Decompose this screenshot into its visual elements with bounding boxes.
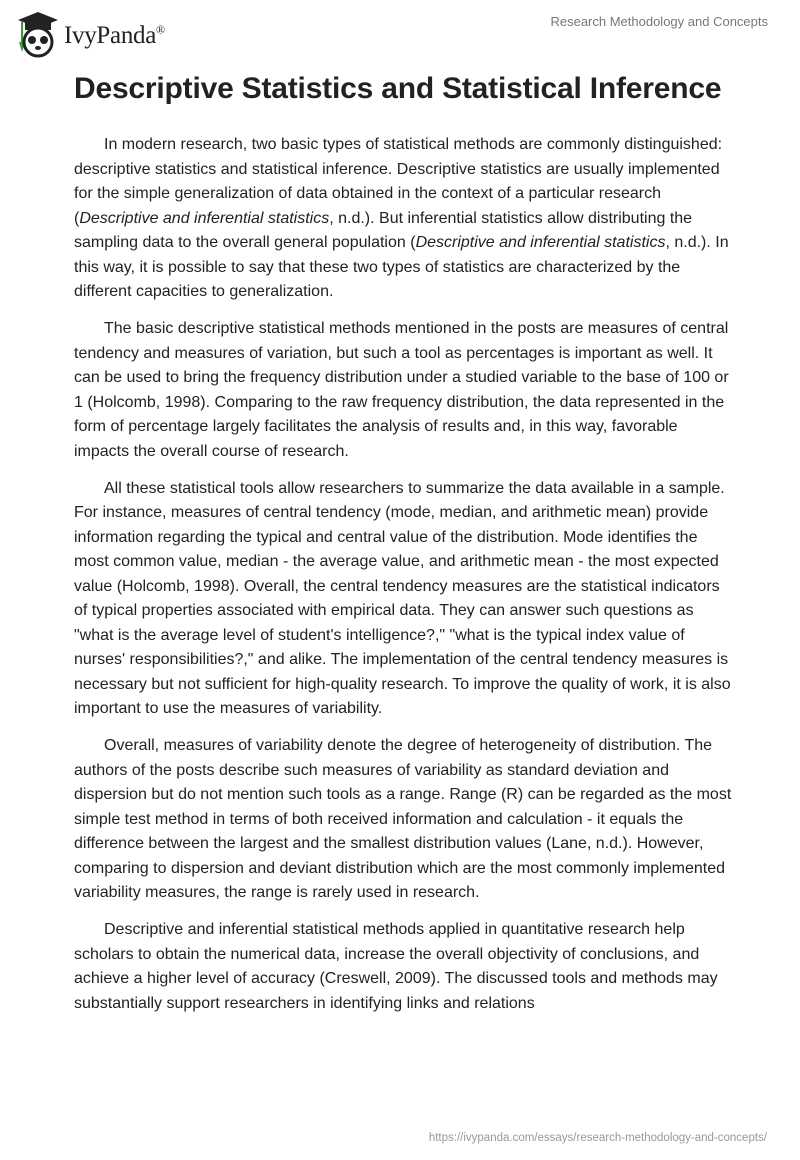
article-body: [74, 133, 732, 1029]
brand-name: IvyPanda: [64, 22, 157, 49]
paragraph: Descriptive and inferential statistical methods applied in quantitative research help scholars to obtain the numerical data, increase the overall objectivity of conclusions, and achieve a higher level of accuracy (Creswell, 2009). The discussed tools and methods may substantially support researchers in identifying links and relations: [74, 921, 718, 1012]
citation-title: Descriptive and inferential statistics: [415, 234, 666, 251]
text-segment: , n.d.). But inferential statistics allow distributing the sampling data to the overall general population (: [74, 209, 693, 251]
document-category: Research Methodology and Concepts: [550, 14, 768, 29]
paragraph: The basic descriptive statistical methods mentioned in the posts are measures of central tendency and measures of variation, but such a tool as percentages is important as well. It can be used to bring the frequency distribution under a studied variable to the base of 100 or 1 (Holcomb, 1998). Comparing to the raw frequency distribution, the data represented in the form of percentage largely facilitates the analysis of results and, in this way, favorable impacts the overall course of research.: [74, 320, 729, 460]
paragraph: All these statistical tools allow researchers to summarize the data available in a sample. For instance, measures of central tendency (mode, median, and arithmetic mean) provide information regarding the typical and central value of the distribution. Mode identifies the most common value, median - the average value, and arithmetic mean - the most expected value (Holcomb, 1998). Overall, the central tendency measures are the statistical indicators of typical properties associated with empirical data. They can answer such questions as "what is the average level of student's intelligence?," "what is the typical index value of nurses' responsibilities?," and alike. The implementation of the central tendency measures is necessary but not sufficient for high-quality research. To improve the quality of work, it is also important to use the measures of variability.: [74, 479, 731, 717]
panda-graduate-icon: [14, 8, 58, 58]
paragraph: [74, 133, 732, 305]
text-segment: In modern research, two basic types of statistical methods are commonly distinguished: descriptive statistics and statistical inference. Descriptive statistics are usually implemented for the simple generalization of data obtained in the context of a particular research (: [74, 136, 723, 227]
source-url[interactable]: https://ivypanda.com/essays/research-methodology-and-concepts/: [428, 1132, 767, 1144]
text-segment: , n.d.). In this way, it is possible to say that these two types of statistics are characterized by the different capacities to generalization.: [74, 234, 729, 300]
brand-logo[interactable]: [14, 8, 165, 58]
citation-title: Descriptive and inferential statistics: [79, 209, 330, 227]
paragraph: Overall, measures of variability denote the degree of heterogeneity of distribution. The authors of the posts describe such measures of variability as standard deviation and dispersion but do not mention such tools as a range. Range (R) can be regarded as the most simple test method in terms of both received information and calculation - it equals the difference between the largest and the smallest distribution values (Lane, n.d.). However, comparing to dispersion and deviant distribution which are the most commonly implemented variability measures, the range is rarely used in research.: [74, 737, 732, 901]
registered-mark: ®: [156, 22, 165, 37]
page-title: Descriptive Statistics and Statistical Inference: [74, 72, 722, 105]
